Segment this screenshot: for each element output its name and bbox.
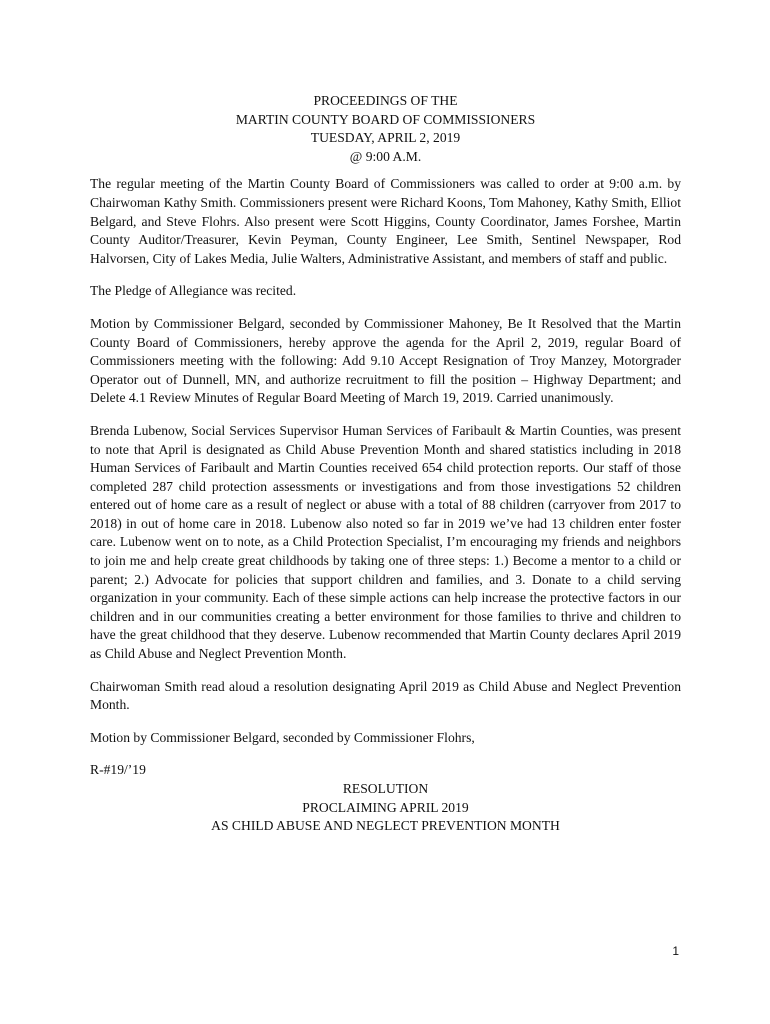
document-body: [90, 92, 681, 836]
paragraph-resolution-motion: Motion by Commissioner Belgard, seconded by Commissioner Flohrs,: [90, 729, 475, 745]
resolution-number: R-#19/’19: [90, 762, 146, 778]
paragraph-pledge: The Pledge of Allegiance was recited.: [90, 283, 297, 299]
resolution-title-line-1: RESOLUTION: [342, 781, 429, 796]
heading-line-date: TUESDAY, APRIL 2, 2019: [310, 130, 461, 146]
heading-line-time: @ 9:00 A.M.: [349, 148, 422, 164]
heading-line-proceedings: PROCEEDINGS OF THE: [313, 93, 458, 108]
paragraph-resolution-reading: Chairwoman Smith read aloud a resolution designating April 2019 as Child Abuse and Neglect Prevention Month.: [90, 678, 681, 713]
resolution-title-line-3: AS CHILD ABUSE AND NEGLECT PREVENTION MONTH: [211, 818, 560, 834]
paragraph-call-to-order: The regular meeting of the Martin County Board of Commissioners was called to order at 9:00 a.m. by Chairwoman Kathy Smith. Commissioners present were Richard Koons, Tom Mahoney, Kathy Smith, Elliot Belgard, and Steve Flohrs. Also present were Scott Higgins, County Coordinator, James Forshee, Martin County Auditor/Treasurer, Kevin Peyman, County Engineer, Lee Smith, Sentinel Newspaper, Rod Halvorsen, City of Lakes Media, Julie Walters, Administrative Assistant, and members of staff and public.: [90, 176, 681, 266]
resolution-title: [90, 780, 681, 836]
document-heading: [90, 92, 681, 166]
resolution-title-line-2: PROCLAIMING APRIL 2019: [302, 799, 469, 815]
paragraph-lubenow-report: Brenda Lubenow, Social Services Supervisor Human Services of Faribault & Martin Counties, was present to note that April is designated as Child Abuse Prevention Month and shared statistics including in 2018 Human Services of Faribault and Martin Counties received 654 child protection reports. Our staff of those completed 287 child protection assessments or investigations and from those investigations 52 children entered out of home care as a result of neglect or abuse with a total of 88 children (carryover from 2017 to 2018) in out of home care in 2018. Lubenow also noted so far in 2019 we’ve had 13 children enter foster care. Lubenow went on to note, as a Child Protection Specialist, I’m encouraging my friends and neighbors to join me and help create great childhoods by taking one of three steps: 1.) Become a mentor to a child or parent; 2.) Advocate for policies that support children and families, and 3. Donate to a child serving organization in your community. Each of these simple actions can help increase the protective factors in our children and in our communities creating a better environment for those families to thrive and children to have the great childhood that they deserve. Lubenow recommended that Martin County declares April 2019 as Child Abuse and Neglect Prevention Month.: [90, 422, 681, 662]
heading-line-board: MARTIN COUNTY BOARD OF COMMISSIONERS: [235, 111, 536, 127]
paragraph-agenda-motion: Motion by Commissioner Belgard, seconded by Commissioner Mahoney, Be It Resolved that the Martin County Board of Commissioners, hereby approve the agenda for the April 2, 2019, regular Board of Commissioners meeting with the following: Add 9.10 Accept Resignation of Troy Manzey, Motorgrader Operator out of Dunnell, MN, and authorize recruitment to fill the position – Highway Department; and Delete 4.1 Review Minutes of Regular Board Meeting of March 19, 2019. Carried unanimously.: [90, 315, 681, 406]
page-number: 1: [672, 944, 679, 958]
